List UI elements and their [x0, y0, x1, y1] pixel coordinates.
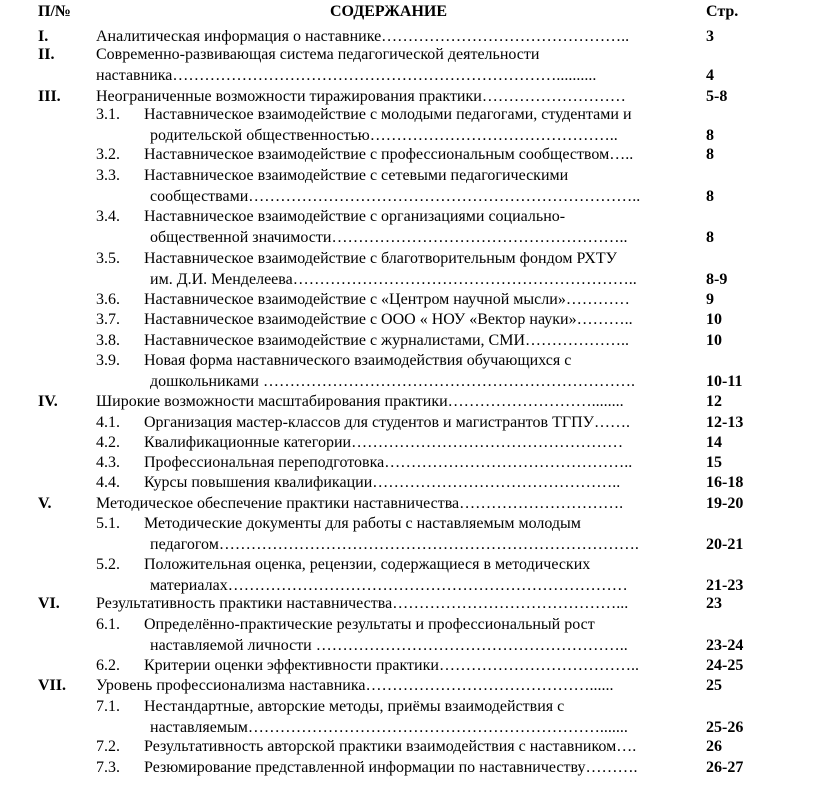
entry-number: I.: [38, 28, 49, 45]
entry-title: Широкие возможности масштабирования практики………………………........: [96, 393, 624, 410]
entry-title: Наставническое взаимодействие с «Центром научной мысли»…………: [144, 291, 630, 308]
entry-page-number: 25: [706, 677, 722, 694]
entry-title: Положительная оценка, рецензии, содержащиеся в методических: [144, 556, 591, 573]
entry-title: Новая форма наставнического взаимодействия обучающихся с: [144, 352, 572, 369]
entry-number: V.: [38, 495, 52, 512]
column-header-page: Стр.: [706, 3, 739, 20]
entry-title: Наставническое взаимодействие с профессиональным сообществом…..: [144, 146, 634, 163]
entry-title-continuation: наставника………………………………………………………………..........: [96, 66, 597, 84]
entry-title-continuation: дошкольниками …………………………………………………………….: [150, 372, 635, 390]
entry-title: Квалификационные категории……………………………………………: [144, 434, 624, 451]
entry-title: Организация мастер-классов для студентов и магистрантов ТГПУ…….: [144, 414, 631, 431]
entry-number: VII.: [38, 677, 67, 694]
toc-section: [0, 594, 816, 616]
entry-number: 5.1.: [96, 515, 120, 532]
toc-section: [0, 494, 816, 516]
entry-title: Наставническое взаимодействие с благотворительным фондом РХТУ: [144, 250, 617, 267]
entry-title-continuation: наставляемым………………………………………………………….......: [150, 718, 628, 736]
entry-title: Наставническое взаимодействие с журналистами, СМИ………………..: [144, 332, 629, 349]
entry-number: 4.2.: [96, 434, 120, 451]
toc-subsection: [0, 453, 816, 475]
entry-title: Наставническое взаимодействие с молодыми педагогами, студентами и: [144, 106, 632, 123]
entry-number: 4.4.: [96, 474, 120, 491]
entry-number: 3.8.: [96, 332, 120, 349]
entry-page-number: 10-11: [706, 372, 743, 390]
entry-number: 7.2.: [96, 738, 120, 755]
toc-subsection: [0, 615, 816, 654]
entry-title: Профессиональная переподготовка………………………………………..: [144, 454, 633, 471]
toc-subsection: [0, 413, 816, 435]
entry-number: IV.: [38, 393, 58, 410]
entry-number: 3.7.: [96, 311, 120, 328]
entry-page-number: 5-8: [706, 88, 728, 105]
entry-title-continuation: педагогом…………………………………………………………………….: [150, 535, 639, 553]
toc-subsection: [0, 105, 816, 144]
entry-page-number: 8: [706, 146, 714, 163]
entry-title: Методическое обеспечение практики наставничества………………………….: [96, 495, 624, 512]
entry-number: 5.2.: [96, 556, 120, 573]
toc-subsection: [0, 310, 816, 332]
entry-page-number: 4: [706, 66, 714, 84]
entry-title-continuation: родительской общественностью………………………………………..: [150, 126, 618, 144]
entry-number: 3.9.: [96, 352, 120, 369]
entry-number: 4.1.: [96, 414, 120, 431]
entry-title: Неограниченные возможности тиражирования практики………………………: [96, 88, 626, 105]
entry-page-number: 9: [706, 291, 714, 308]
entry-title: Критерии оценки эффективности практики………………………………..: [144, 657, 639, 674]
toc-subsection: [0, 473, 816, 495]
entry-title: Наставническое взаимодействие с ООО « НОУ «Вектор науки»………..: [144, 311, 633, 328]
entry-title: Уровень профессионализма наставника……………………………………......: [96, 677, 614, 694]
entry-page-number: 19-20: [706, 495, 744, 512]
entry-number: 3.3.: [96, 167, 120, 184]
entry-title: Современно-развивающая система педагогической деятельности: [96, 46, 540, 63]
entry-number: 3.2.: [96, 146, 120, 163]
entry-page-number: 8: [706, 228, 714, 246]
toc-subsection: [0, 737, 816, 759]
toc-subsection: [0, 514, 816, 553]
toc-subsection: [0, 433, 816, 455]
entry-title: Курсы повышения квалификации………………………………………..: [144, 474, 621, 491]
entry-page-number: 26: [706, 738, 722, 755]
entry-page-number: 8: [706, 187, 714, 205]
entry-page-number: 20-21: [706, 535, 744, 553]
page-title: СОДЕРЖАНИЕ: [330, 3, 448, 20]
entry-page-number: 10: [706, 332, 722, 349]
entry-title: Методические документы для работы с наставляемым молодым: [144, 515, 581, 532]
toc-subsection: [0, 758, 816, 780]
toc-subsection: [0, 351, 816, 390]
toc-subsection: [0, 207, 816, 246]
entry-page-number: 3: [706, 28, 714, 45]
entry-page-number: 24-25: [706, 657, 744, 674]
entry-page-number: 15: [706, 454, 722, 471]
entry-page-number: 16-18: [706, 474, 744, 491]
entry-number: II.: [38, 46, 55, 63]
entry-title: Резюмирование представленной информации по наставничеству……….: [144, 759, 638, 776]
entry-number: 6.1.: [96, 616, 120, 633]
entry-page-number: 25-26: [706, 718, 744, 736]
toc-subsection: [0, 331, 816, 353]
entry-number: III.: [38, 88, 61, 105]
entry-number: 3.6.: [96, 291, 120, 308]
entry-page-number: 23: [706, 595, 722, 612]
entry-number: 6.2.: [96, 657, 120, 674]
entry-title: Результативность практики наставничества……………………………………...: [96, 595, 629, 612]
entry-number: 3.5.: [96, 250, 120, 267]
entry-number: 3.4.: [96, 208, 120, 225]
entry-page-number: 21-23: [706, 576, 744, 594]
toc-subsection: [0, 555, 816, 594]
toc-subsection: [0, 145, 816, 167]
entry-title: Аналитическая информация о наставнике………………………………………..: [96, 28, 630, 45]
toc-subsection: [0, 166, 816, 205]
toc-subsection: [0, 290, 816, 312]
entry-page-number: 12-13: [706, 414, 744, 431]
entry-number: 7.1.: [96, 698, 120, 715]
entry-title-continuation: наставляемой личности …………………………………………………..: [150, 636, 628, 654]
entry-page-number: 23-24: [706, 636, 744, 654]
entry-title-continuation: сообществами………………………………………………………………..: [150, 187, 641, 205]
entry-page-number: 26-27: [706, 759, 744, 776]
toc-subsection: [0, 249, 816, 288]
entry-title: Определённо-практические результаты и профессиональный рост: [144, 616, 595, 633]
entry-page-number: 10: [706, 311, 722, 328]
entry-title: Нестандартные, авторские методы, приёмы взаимодействия с: [144, 698, 565, 715]
entry-number: 4.3.: [96, 454, 120, 471]
column-header-number: П/№: [38, 3, 71, 20]
toc-subsection: [0, 697, 816, 736]
entry-title-continuation: общественной значимости………………………………………………..: [150, 228, 628, 246]
toc-subsection: [0, 656, 816, 678]
entry-number: 3.1.: [96, 106, 120, 123]
entry-title-continuation: материалах…………………………………………………………………: [150, 576, 628, 594]
entry-page-number: 8: [706, 126, 714, 144]
entry-number: 7.3.: [96, 759, 120, 776]
toc-section: [0, 392, 816, 414]
entry-page-number: 8-9: [706, 270, 728, 288]
entry-page-number: 14: [706, 434, 722, 451]
entry-title: Результативность авторской практики взаимодействия с наставником….: [144, 738, 637, 755]
entry-title-continuation: им. Д.И. Менделеева………………………………………………………..: [150, 270, 637, 288]
entry-number: VI.: [38, 595, 60, 612]
entry-title: Наставническое взаимодействие с организациями социально-: [144, 208, 566, 225]
toc-section: [0, 45, 816, 84]
entry-page-number: 12: [706, 393, 722, 410]
toc-section: [0, 676, 816, 698]
entry-title: Наставническое взаимодействие с сетевыми педагогическими: [144, 167, 569, 184]
